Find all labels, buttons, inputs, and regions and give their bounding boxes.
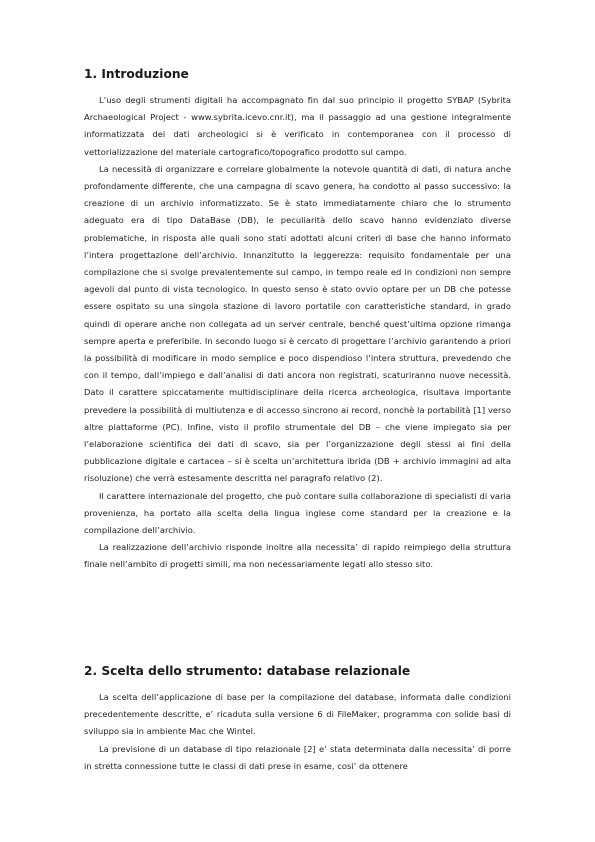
section-body-scelta-strumento — [84, 689, 511, 775]
paragraph: La necessità di organizzare e correlare globalmente la notevole quantità di dati, di natura anche profondamente differente, che una campagna di scavo genera, ha condotto al passo successivo: la creazione di un archivio informatizzato. Se è stato immediatamente chiaro che lo strumento adeguato era di tipo DataBase (DB), le peculiarità dello scavo hanno evidenziato diverse problematiche, in risposta alle quali sono stati adottati alcuni criteri di base che hanno informato l’intera progettazione dell’archivio. Innanzitutto la leggerezza: requisito fondamentale per una compilazione che si svolge prevalentemente sul campo, in tempo reale ed in condizioni non sempre agevoli dal punto di vista tecnologico. In questo senso è stato ovvio optare per un DB che potesse essere ospitato su una singola stazione di lavoro portatile con caratteristiche standard, in grado quindi di operare anche non collegata ad un server centrale, benché quest’ultima opzione rimanga sempre aperta e preferibile. In secondo luogo si è cercato di progettare l’archivio garantendo a priori la possibilità di modificare in modo semplice e poco dispendioso l’intera struttura, prevedendo che con il tempo, dall’impiego e dall’analisi di dati ancora non registrati, scaturiranno nuove necessità. Dato il carattere spiccatamente multidisciplinare della ricerca archeologica, risultava importante prevedere la possibilità di multiutenza e di accesso sincrono ai record, nonchè la portabilità [1] verso altre piattaforme (PC). Infine, visto il profilo strumentale del DB – che viene impiegato sia per l’elaborazione scientifica dei dati di scavo, sia per l’organizzazione degli stessi ai fini della pubblicazione digitale e cartacea – si è scelta un’architettura ibrida (DB + archivio immagini ad alta risoluzione) che verrà estesamente descritta nel paragrafo relativo (2). — [84, 163, 511, 484]
section-title-introduzione: 1. Introduzione — [84, 67, 189, 81]
paragraph: La scelta dell’applicazione di base per la compilazione del database, informata dalle condizioni precedentemente descritte, e’ ricaduta sulla versione 6 di FileMaker, programma con solide basi di sviluppo sia in ambiente Mac che Wintel. — [84, 692, 511, 737]
section-title-scelta-strumento: 2. Scelta dello strumento: database relazionale — [84, 664, 411, 678]
paragraph: La previsione di un database di tipo relazionale [2] e’ stata determinata dalla necessita’ di porre in stretta connessione tutte le classi di dati prese in esame, cosi’ da ottenere — [84, 743, 511, 771]
section-body-introduzione — [84, 92, 511, 574]
paragraph: Il carattere internazionale del progetto, che può contare sulla collaborazione di specialisti di varia provenienza, ha portato alla scelta della lingua inglese come standard per la creazione e la compilazione dell’archivio. — [84, 490, 511, 536]
paragraph: L’uso degli strumenti digitali ha accompagnato fin dal suo principio il progetto SYBAP (Sybrita Archaeological Project - www.sybrita.icevo.cnr.it), ma il passaggio ad una gestione integralmente informatizzata dei dati archeologici si è verificato in contemporanea con il processo di vettorializzazione del materiale cartografico/topografico prodotto sul campo. — [84, 95, 511, 157]
paragraph: La realizzazione dell’archivio risponde inoltre alla necessita’ di rapido reimpiego della struttura finale nell’ambito di progetti simili, ma non necessariamente legati allo stesso sito. — [84, 542, 511, 570]
